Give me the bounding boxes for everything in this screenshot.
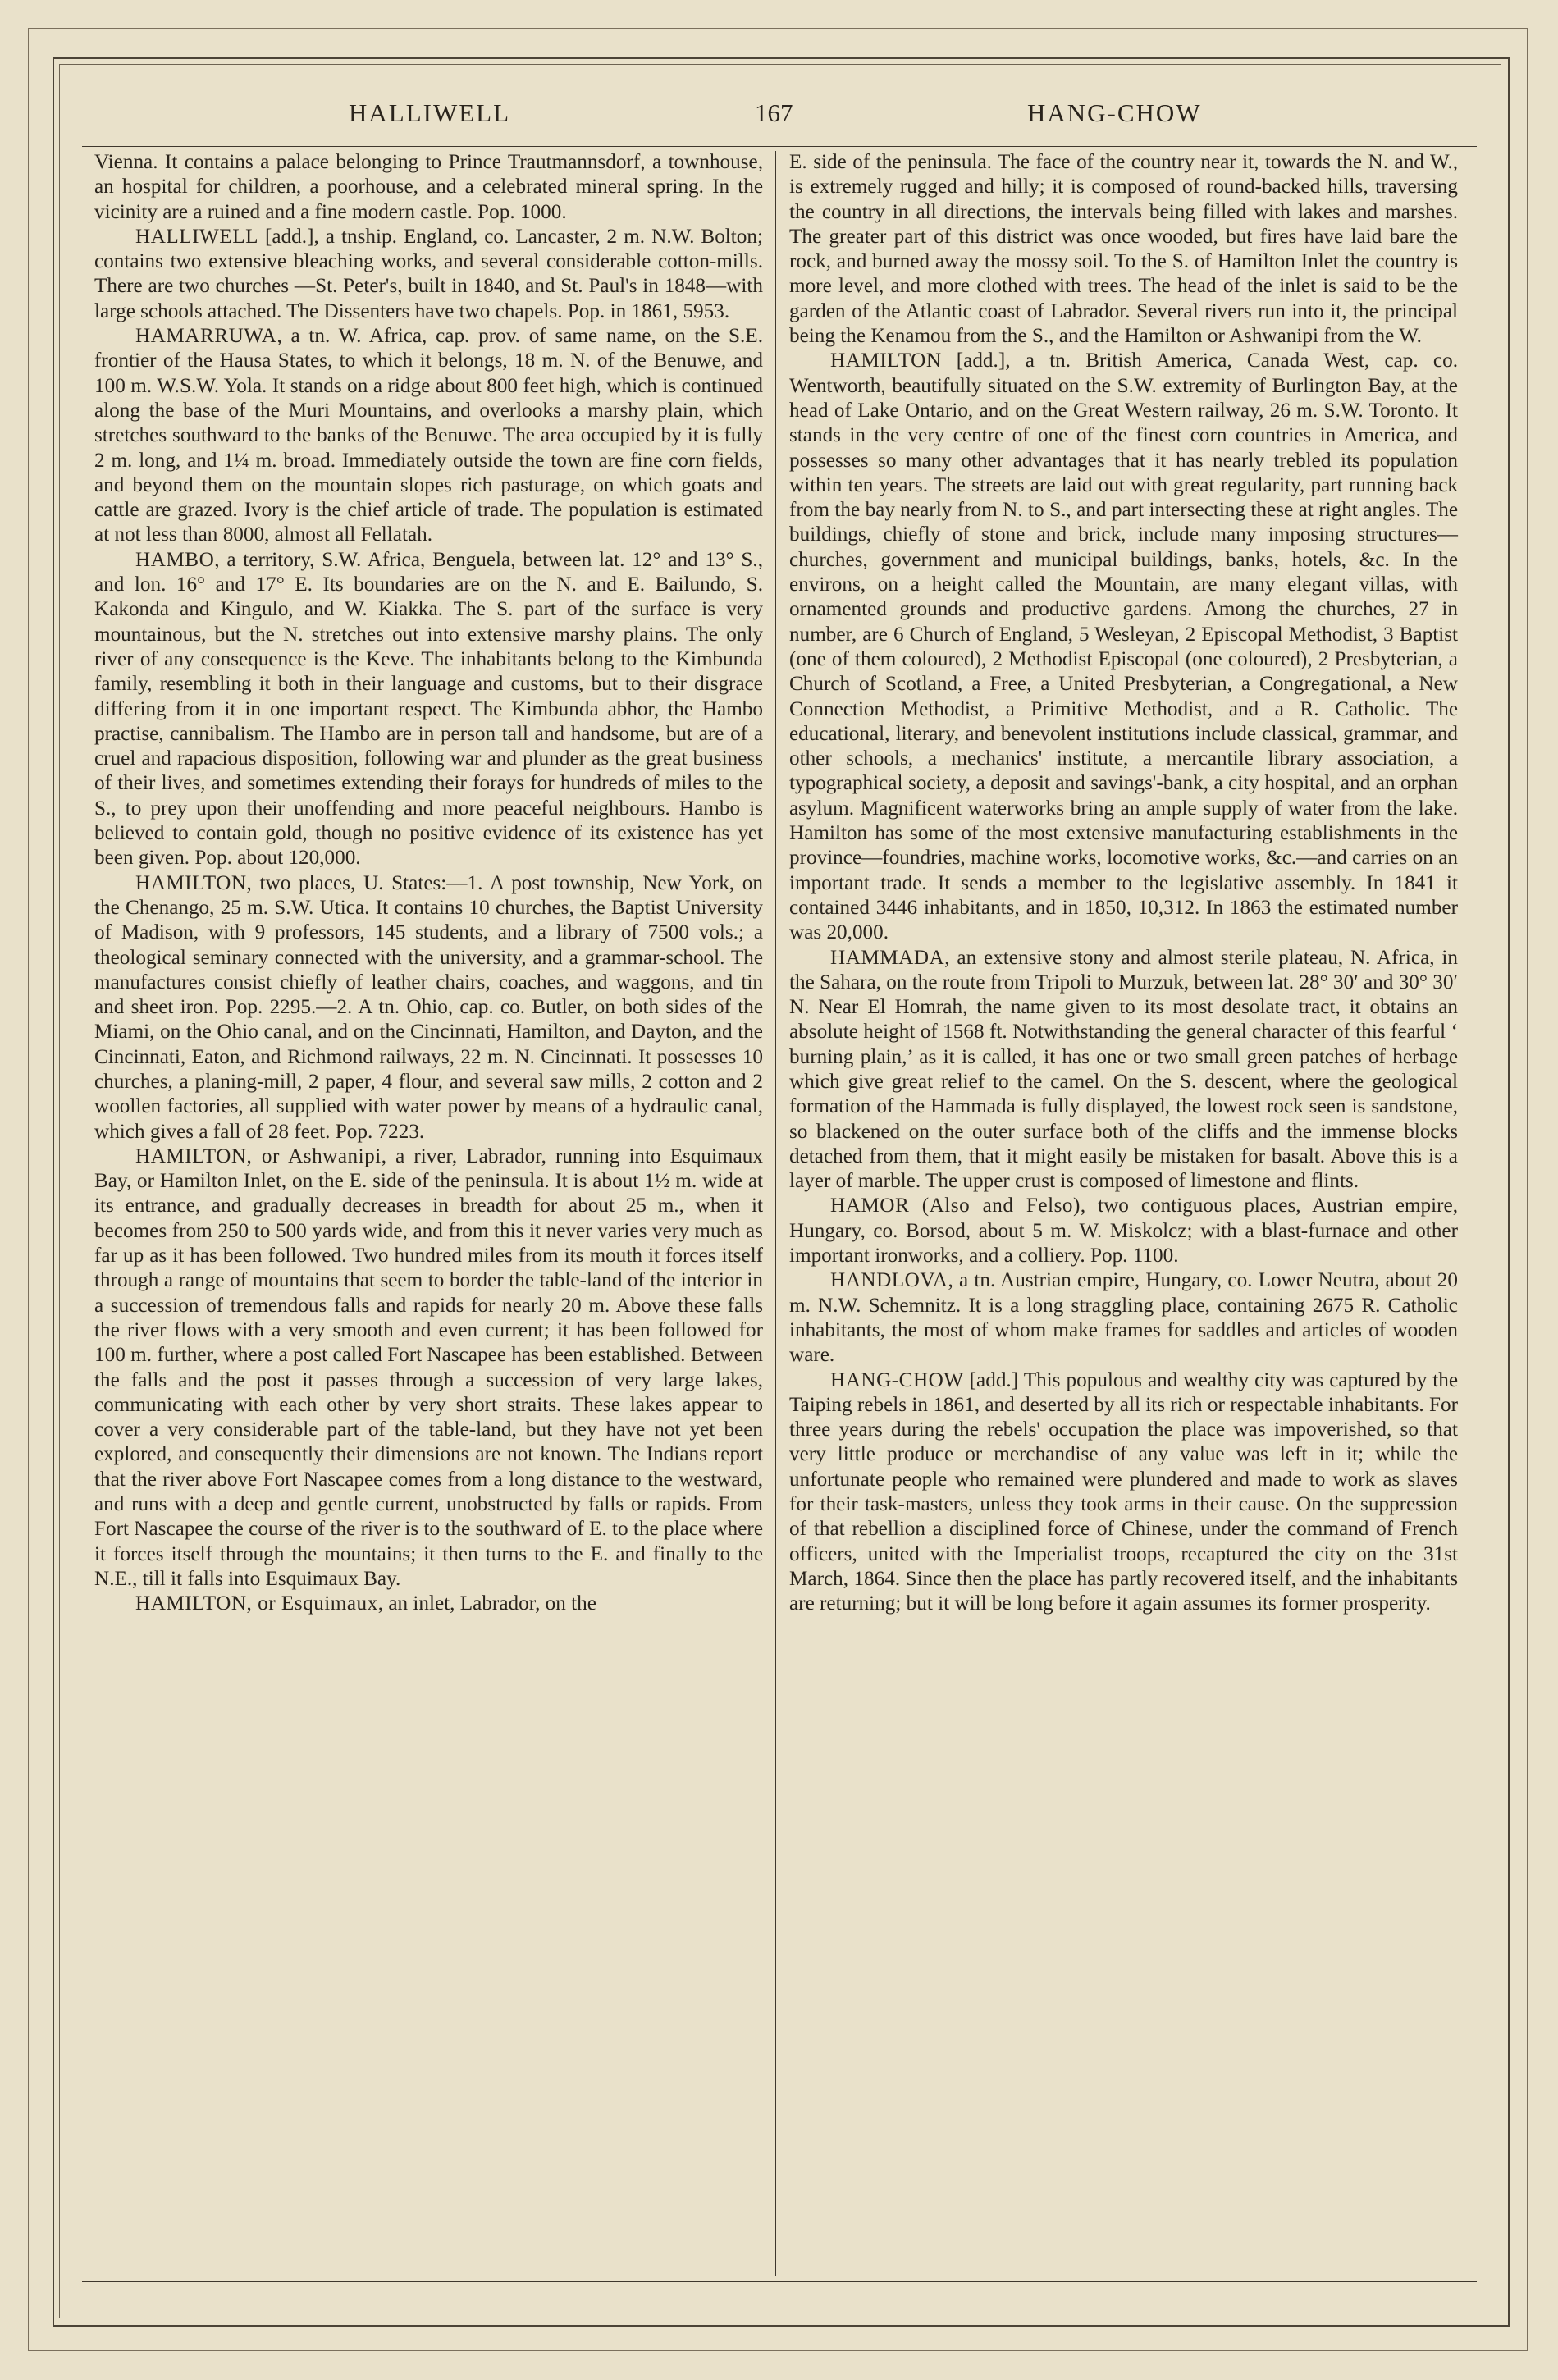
entry-hammada: HAMMADA, an extensive stony and almost sterile plateau, N. Africa, in the Sahara, on the route from Tripoli to Murzuk, between lat. 28° 30′ and 30° 30′ N. Near El Homrah, the name given to its most desolate tract, it obtains an absolute height of 1568 ft. Notwithstanding the general character of this fearful ‘ burning plain,’ as it is called, it has one or two small green patches of herbage which give great relief to the camel. On the S. descent, where the geological formation of the Hammada is fully displayed, the lowest rock seen is sandstone, so blackened on the outer surface both of the cliffs and the immense blocks detached from them, that it might easily be mistaken for basalt. Above this is a layer of marble. The upper crust is composed of limestone and flints.: [789, 946, 1458, 1193]
entry-headword: HAMBO: [135, 548, 215, 571]
entry-headword: HANDLOVA: [830, 1269, 948, 1292]
entry-headword: HAMILTON: [135, 871, 247, 894]
entry-continuation: Vienna. It contains a palace belonging to Prince Trautmannsdorf, a townhouse, an hospital for children, a poorhouse, and a celebrated mineral spring. In the vicinity are a ruined and a fine modern castle. Pop. 1000.: [94, 151, 763, 223]
entry-headword: HALLIWELL: [135, 225, 258, 248]
entry-hamilton-river: HAMILTON, or Ashwanipi, a river, Labrador, running into Esquimaux Bay, or Hamilton Inlet, on the E. side of the peninsula. It is about 1½ m. wide at its entrance, and gradually decreases in breadth for about 25 m., when it becomes from 250 to 500 yards wide, and from this it never varies very much as far up as it has been followed. Two hundred miles from its mouth it forces itself through a range of mountains that seem to border the table-land of the interior in a succession of tremendous falls and rapids for nearly 20 m. Above these falls the river flows with a very smooth and even current; it has been followed for 100 m. further, where a post called Fort Nascapee has been established. Between the falls and the post it passes through a succession of very large lakes, communicating with each other by very short straits. These lakes appear to cover a very considerable part of the table-land, but they have not yet been explored, and consequently their dimensions are not known. The Indians report that the river above Fort Nascapee comes from a long distance to the westward, and runs with a deep and gentle current, unobstructed by falls or rapids. From Fort Nascapee the course of the river is to the southward of E. to the place where it forces itself through the mountains; it then turns to the E. and finally to the N.E., till it falls into Esquimaux Bay.: [94, 1144, 763, 1590]
bottom-rule: [82, 2281, 1477, 2282]
running-header: [66, 98, 1493, 139]
header-left-word: HALLIWELL: [349, 98, 511, 127]
entry-hamilton-us: HAMILTON, two places, U. States:—1. A post township, New York, on the Chenango, 25 m. S.W. Utica. It contains 10 churches, the Baptist University of Madison, with 9 professors, 145 students, and a library of 7500 vols.; a theological seminary connected with the university, and a grammar-school. The manufactures consist chiefly of leather chairs, coaches, and waggons, and tin and sheet iron. Pop. 2295.—2. A tn. Ohio, cap. co. Butler, on both sides of the Miami, on the Ohio canal, and on the Cincinnati, Hamilton, and Dayton, and the Cincinnati, Eaton, and Richmond railways, 22 m. N. Cincinnati. It possesses 10 churches, a planing-mill, 2 paper, 4 flour, and several saw mills, 2 cotton and 2 woollen factories, all supplied with water power by means of a hydraulic canal, which gives a fall of 28 feet. Pop. 7223.: [94, 871, 763, 1143]
page-number: 167: [755, 98, 793, 127]
entry-headword: HAMARRUWA: [135, 325, 277, 348]
entry-hamor: HAMOR (Also and Felso), two contiguous places, Austrian empire, Hungary, co. Borsod, about 5 m. W. Miskolcz; with a blast-furnace and other important ironworks, and a colliery. Pop. 1100.: [789, 1195, 1458, 1268]
left-column: [94, 150, 763, 1617]
entry-headword: HAMMADA: [830, 946, 945, 969]
entry-headword: HAMILTON, or Esquimaux: [135, 1592, 378, 1615]
entry-halliwell: HALLIWELL [add.], a tnship. England, co. Lancaster, 2 m. N.W. Bolton; contains two extensive bleaching works, and several considerable cotton-mills. There are two churches —St. Peter's, built in 1840, and St. Paul's in 1848—with large schools attached. The Dissenters have two chapels. Pop. in 1861, 5953.: [94, 225, 763, 322]
entry-headword: HAMILTON, or Ashwanipi: [135, 1144, 382, 1167]
entry-headword: HAMOR (Also and Felso): [830, 1195, 1081, 1217]
header-rule: [82, 146, 1477, 147]
entry-handlova: HANDLOVA, a tn. Austrian empire, Hungary, co. Lower Neutra, about 20 m. N.W. Schemnitz. It is a long straggling place, containing 2675 R. Catholic inhabitants, the most of whom make frames for saddles and articles of wooden ware.: [789, 1269, 1458, 1367]
right-column: [789, 150, 1458, 1617]
entry-headword: HANG-CHOW: [830, 1368, 964, 1391]
entry-hamarruwa: HAMARRUWA, a tn. W. Africa, cap. prov. of same name, on the S.E. frontier of the Hausa States, to which it belongs, 18 m. N. of the Benuwe, and 100 m. W.S.W. Yola. It stands on a ridge about 800 feet high, which is continued along the base of the Muri Mountains, and overlooks a marshy plain, which stretches southward to the banks of the Benuwe. The area occupied by it is fully 2 m. long, and 1¼ m. broad. Immediately outside the town are fine corn fields, and beyond them on the mountain slopes rich pasturage, on which goats and cattle are grazed. Ivory is the chief article of trade. The population is estimated at not less than 8000, almost all Fellatah.: [94, 325, 763, 546]
column-divider: [775, 151, 776, 2276]
entry-hang-chow: HANG-CHOW [add.] This populous and wealthy city was captured by the Taiping rebels in 1861, and deserted by all its rich or respectable inhabitants. For three years during the rebels' occupation the place was impoverished, so that very little produce or merchandise of any value was left in it; while the unfortunate people who remained were plundered and made to work as slaves for their task-masters, unless they took arms in their cause. On the suppression of that rebellion a disciplined force of Chinese, under the command of French officers, united with the Imperialist troops, recaptured the city on the 31st March, 1864. Since then the place has partly recovered itself, and the inhabitants are returning; but it will be long before it again assumes its former prosperity.: [789, 1368, 1458, 1615]
entry-headword: HAMILTON: [830, 349, 942, 372]
header-right-word: HANG-CHOW: [1027, 98, 1202, 127]
entry-hambo: HAMBO, a territory, S.W. Africa, Benguela, between lat. 12° and 13° S., and lon. 16° and 17° E. Its boundaries are on the N. and E. Bailundo, S. Kakonda and Kingulo, and W. Kiakka. The S. part of the surface is very mountainous, but the N. stretches out into extensive marshy plains. The only river of any consequence is the Keve. The inhabitants belong to the Kimbunda family, resembling it both in their language and customs, but to their disgrace differing from it in one important respect. The Kimbunda abhor, the Hambo practise, cannibalism. The Hambo are in person tall and handsome, but are of a cruel and rapacious disposition, following war and plunder as the great business of their lives, and sometimes extending their forays for hundreds of miles to the S., to prey upon their unoffending and more peaceful neighbours. Hambo is believed to contain gold, though no positive evidence of its existence has yet been given. Pop. about 120,000.: [94, 548, 763, 870]
entry-continuation: E. side of the peninsula. The face of the country near it, towards the N. and W., is extremely rugged and hilly; it is composed of round-backed hills, traversing the country in all directions, the intervals being filled with lakes and marshes. The greater part of this district was once wooded, but fires have laid bare the rock, and burned away the mossy soil. To the S. of Hamilton Inlet the country is more level, and more clothed with trees. The head of the inlet is said to be the garden of the Atlantic coast of Labrador. Several rivers run into it, the principal being the Kenamou from the S., and the Hamilton or Ashwanipi from the W.: [789, 151, 1458, 348]
entry-hamilton-inlet: HAMILTON, or Esquimaux, an inlet, Labrador, on the: [135, 1592, 596, 1615]
entry-hamilton-canada: HAMILTON [add.], a tn. British America, Canada West, cap. co. Wentworth, beautifully situated on the S.W. extremity of Burlington Bay, at the head of Lake Ontario, and on the Great Western railway, 26 m. S.W. Toronto. It stands in the very centre of one of the finest corn countries in America, and possesses so many other advantages that it has nearly trebled its population within ten years. The streets are laid out with great regularity, part running back from the bay nearly from N. to S., and part intersecting these at right angles. The buildings, chiefly of stone and brick, include many imposing structures—churches, government and municipal buildings, banks, hotels, &c. In the environs, on a height called the Mountain, are many elegant villas, with ornamented grounds and productive gardens. Among the churches, 27 in number, are 6 Church of England, 5 Wesleyan, 2 Episcopal Methodist, 3 Baptist (one of them coloured), 2 Methodist Episcopal (one coloured), 2 Presbyterian, a Church of Scotland, a Free, a United Presbyterian, a Congregational, a New Connection Methodist, a Primitive Methodist, and a R. Catholic. The educational, literary, and benevolent institutions include classical, grammar, and other schools, a mechanics' institute, a mercantile library association, a typographical society, a deposit and savings'-bank, a city hospital, and an orphan asylum. Magnificent waterworks bring an ample supply of water from the lake. Hamilton has some of the most extensive manufacturing establishments in the province—foundries, machine works, locomotive works, &c.—and carries on an important trade. It sends a member to the legislative assembly. In 1841 it contained 3446 inhabitants, and in 1850, 10,312. In 1863 the estimated number was 20,000.: [789, 349, 1458, 944]
